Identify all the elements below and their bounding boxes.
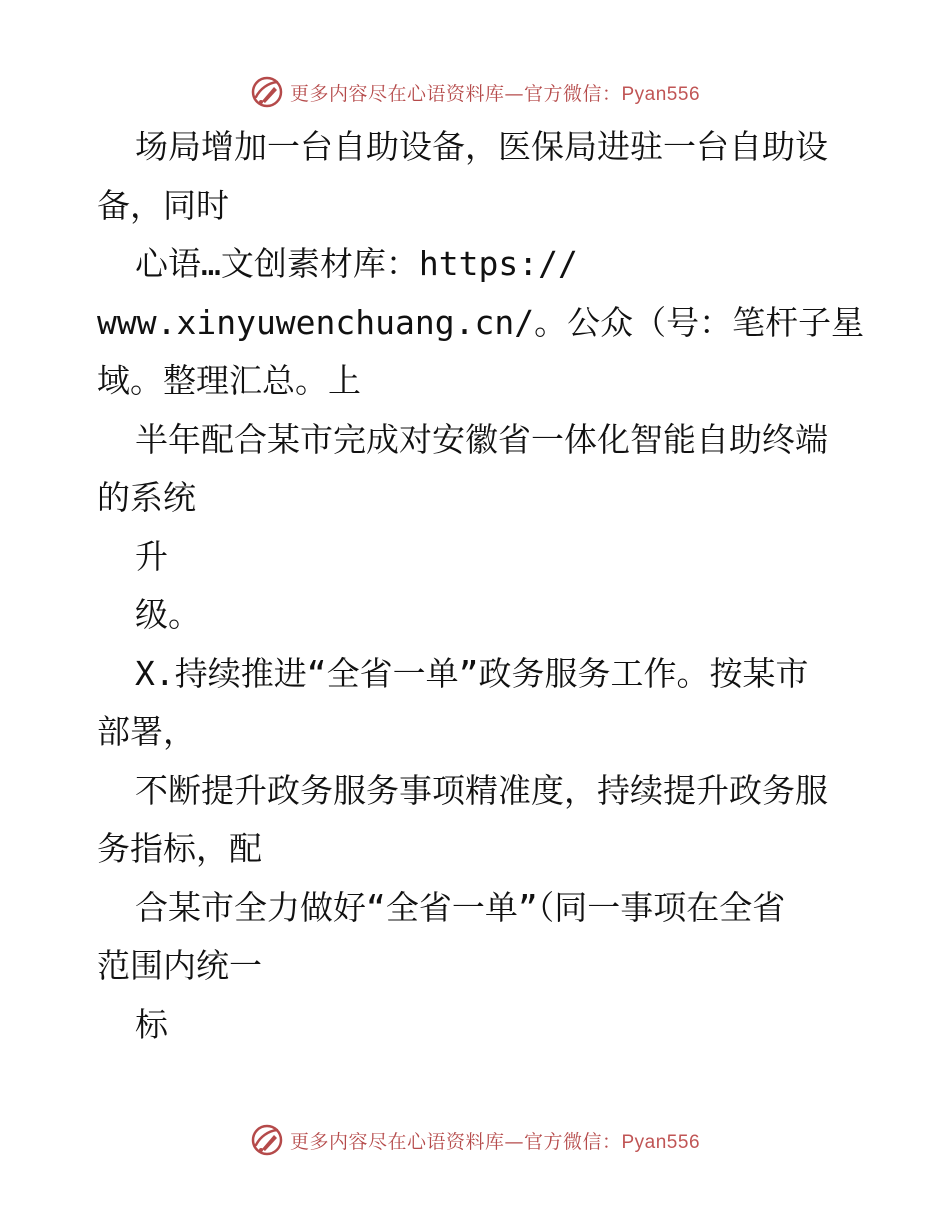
- text-line: 标: [135, 1004, 168, 1044]
- text-line: 半年配合某市完成对安徽省一体化智能自助终端: [135, 419, 828, 459]
- text-line: 部署，: [97, 712, 196, 751]
- text-line: X.持续推进“全省一单”政务服务工作。按某市: [135, 653, 809, 693]
- text-line: 场局增加一台自助设备，医保局进驻一台自助设: [135, 127, 828, 166]
- text-line: 备，同时: [97, 185, 229, 225]
- text-line: 不断提升政务服务事项精准度，持续提升政务服: [135, 770, 828, 810]
- pen-logo-icon: [250, 75, 284, 109]
- text-line: 升: [135, 536, 168, 576]
- text-line: 范围内统一: [97, 946, 262, 985]
- watermark-text: 更多内容尽在心语资料库—官方微信：Pyan556: [289, 82, 701, 105]
- pen-logo-icon: [250, 1123, 284, 1157]
- text-line: 域。整理汇总。上: [97, 361, 361, 400]
- text-line: 级。: [135, 595, 201, 634]
- document-body: [97, 118, 865, 1054]
- text-line: 的系统: [97, 478, 196, 517]
- footer-watermark: [0, 1120, 950, 1160]
- header-watermark: [0, 72, 950, 112]
- watermark-text: 更多内容尽在心语资料库—官方微信：Pyan556: [289, 1130, 701, 1153]
- text-line: 务指标，配: [97, 829, 262, 868]
- text-line: www.xinyuwenchuang.cn/。公众（号：笔杆子星: [97, 302, 865, 342]
- text-line: 合某市全力做好“全省一单”（同一事项在全省: [135, 887, 786, 927]
- text-line: 心语…文创素材库：https://: [135, 244, 578, 283]
